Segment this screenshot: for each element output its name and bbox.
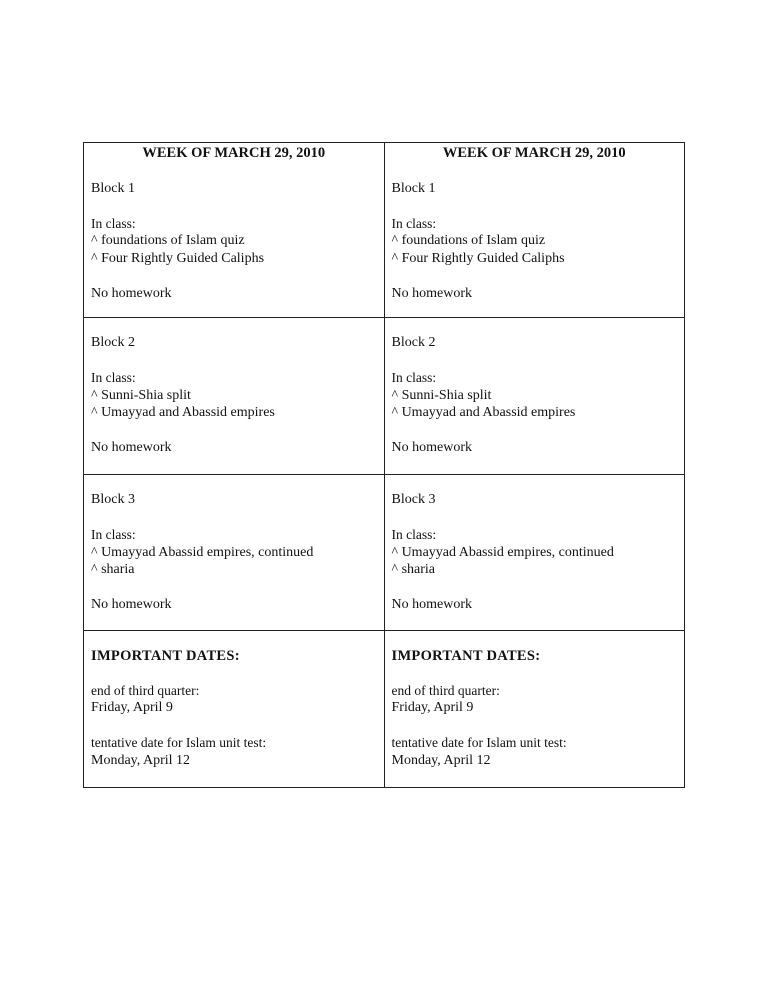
block-label: Block 2 bbox=[91, 335, 135, 350]
important-dates-title: IMPORTANT DATES: bbox=[91, 648, 240, 664]
list-item: ^ Umayyad Abassid empires, continued bbox=[91, 544, 314, 560]
homework-note: No homework bbox=[91, 597, 172, 612]
homework-note: No homework bbox=[391, 440, 472, 455]
table-row bbox=[84, 631, 685, 788]
list-item: ^ sharia bbox=[391, 562, 435, 577]
block-2-cell-right bbox=[384, 318, 685, 475]
in-class-label: In class: bbox=[391, 370, 437, 385]
week-title: WEEK OF MARCH 29, 2010 bbox=[142, 145, 326, 161]
date-value: Monday, April 12 bbox=[91, 752, 191, 768]
date-value: Monday, April 12 bbox=[391, 752, 491, 768]
list-item: ^ foundations of Islam quiz bbox=[391, 233, 546, 248]
block-label: Block 3 bbox=[391, 492, 436, 507]
list-item: ^ Umayyad and Abassid empires bbox=[391, 405, 576, 420]
in-class-label: In class: bbox=[391, 215, 437, 231]
in-class-label: In class: bbox=[91, 370, 136, 385]
schedule-table bbox=[83, 142, 685, 788]
homework-note: No homework bbox=[391, 597, 472, 612]
list-item: ^ Sunni-Shia split bbox=[91, 387, 191, 403]
block-3-cell-right bbox=[384, 475, 685, 631]
list-item: ^ foundations of Islam quiz bbox=[91, 233, 245, 248]
in-class-label: In class: bbox=[391, 527, 437, 542]
list-item: ^ Sunni-Shia split bbox=[391, 387, 492, 403]
list-item: ^ Umayyad and Abassid empires bbox=[91, 405, 275, 420]
list-item: ^ sharia bbox=[91, 562, 135, 577]
block-2-cell-left bbox=[84, 318, 385, 475]
block-1-cell-left bbox=[84, 143, 385, 318]
in-class-label: In class: bbox=[91, 215, 136, 231]
table-row bbox=[84, 475, 685, 631]
table-row bbox=[84, 318, 685, 475]
date-label: end of third quarter: bbox=[91, 682, 200, 698]
date-label: end of third quarter: bbox=[391, 682, 500, 698]
date-value: Friday, April 9 bbox=[391, 700, 474, 715]
table-row bbox=[84, 143, 685, 318]
in-class-label: In class: bbox=[91, 527, 136, 542]
date-label: tentative date for Islam unit test: bbox=[91, 735, 267, 750]
block-label: Block 3 bbox=[91, 492, 135, 507]
date-label: tentative date for Islam unit test: bbox=[391, 735, 567, 750]
important-dates-cell-right bbox=[384, 631, 685, 788]
block-label: Block 1 bbox=[391, 180, 436, 196]
list-item: ^ Four Rightly Guided Caliphs bbox=[91, 250, 265, 266]
list-item: ^ Four Rightly Guided Caliphs bbox=[391, 250, 565, 266]
block-label: Block 1 bbox=[91, 180, 135, 196]
week-title: WEEK OF MARCH 29, 2010 bbox=[442, 145, 626, 161]
block-3-cell-left bbox=[84, 475, 385, 631]
date-value: Friday, April 9 bbox=[91, 700, 173, 715]
important-dates-title: IMPORTANT DATES: bbox=[391, 648, 541, 664]
homework-note: No homework bbox=[91, 440, 172, 455]
homework-note: No homework bbox=[391, 285, 472, 301]
block-label: Block 2 bbox=[391, 335, 436, 350]
important-dates-cell-left bbox=[84, 631, 385, 788]
list-item: ^ Umayyad Abassid empires, continued bbox=[391, 544, 614, 560]
block-1-cell-right bbox=[384, 143, 685, 318]
homework-note: No homework bbox=[91, 285, 172, 301]
